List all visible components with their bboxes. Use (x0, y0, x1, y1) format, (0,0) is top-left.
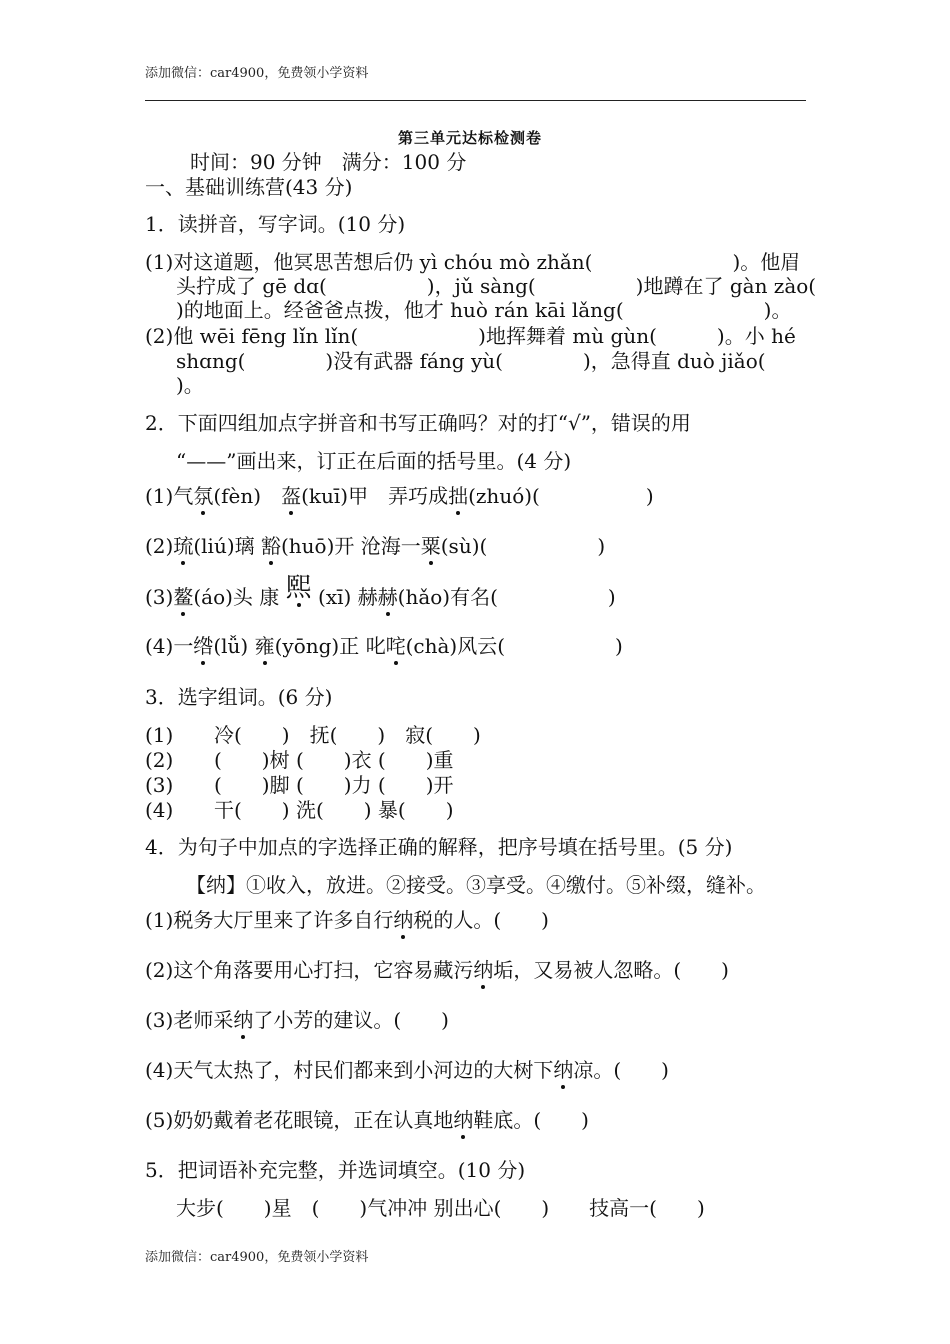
q2-item: (3)鳌(áo)头 康 熙 (xī) 赫赫(hǎo)有名( ) (145, 573, 616, 609)
dotted-char: 纳 (473, 958, 494, 982)
q4-heading: 4．为句子中加点的字选择正确的解释，把序号填在括号里。(5 分) (145, 835, 733, 859)
header-rule (145, 100, 806, 101)
q1-line: shɑng( )没有武器 fáng yù( )，急得直 duò jiǎo( (176, 349, 766, 373)
q4-item: (1)税务大厅里来了许多自行纳税的人。( ) (145, 908, 549, 932)
q3-heading: 3．选字组词。(6 分) (145, 685, 333, 709)
dotted-char: 豁 (260, 534, 281, 558)
dotted-char: 赫 (377, 585, 398, 609)
q3-row: (3) (145, 773, 174, 797)
q2-item: (2)琉(liú)璃 豁(huō)开 沧海一粟(sù)( ) (145, 534, 606, 558)
q1-heading: 1．读拼音，写字词。(10 分) (145, 212, 406, 236)
q3-row: (2) (145, 748, 174, 772)
dotted-char: 鳌 (173, 585, 194, 609)
q5-heading: 5．把词语补充完整，并选词填空。(10 分) (145, 1158, 526, 1182)
q4-item: (5)奶奶戴着老花眼镜，正在认真地纳鞋底。( ) (145, 1108, 589, 1132)
q2-item: (1)气氛(fèn) 盔(kuī)甲 弄巧成拙(zhuó)( ) (145, 484, 654, 508)
q1-line: 头拧成了 gē dɑ( )，jǔ sàng( )地蹲在了 gàn zào( (176, 274, 817, 298)
dotted-char: 绺 (193, 634, 214, 658)
dotted-char: 熙 (285, 573, 312, 603)
dotted-char: 纳 (553, 1058, 574, 1082)
dotted-char: 琉 (173, 534, 194, 558)
q2-heading-cont: “——”画出来，订正在后面的括号里。(4 分) (176, 449, 572, 473)
q4-definition: 【纳】①收入，放进。②接受。③享受。④缴付。⑤补缀，缝补。 (186, 873, 766, 897)
page-title: 第三单元达标检测卷 (398, 129, 543, 147)
q3-row-words: 冷( ) 抚( ) 寂( ) (214, 723, 481, 747)
q1-line: (1)对这道题，他冥思苦想后仍 yì chóu mò zhǎn( )。他眉 (145, 250, 801, 274)
header-note: 添加微信：car4900，免费领小学资料 (145, 66, 369, 81)
dotted-char: 纳 (453, 1108, 474, 1132)
q2-heading: 2．下面四组加点字拼音和书写正确吗？对的打“√”，错误的用 (145, 411, 691, 435)
q4-item: (3)老师采纳了小芳的建议。( ) (145, 1008, 449, 1032)
dotted-char: 纳 (233, 1008, 254, 1032)
q1-line: )。 (176, 373, 204, 397)
section-heading: 一、基础训练营(43 分) (145, 175, 353, 199)
q4-item: (2)这个角落要用心打扫，它容易藏污纳垢，又易被人忽略。( ) (145, 958, 729, 982)
q3-row: (4) (145, 798, 174, 822)
dotted-char: 拙 (448, 484, 469, 508)
q5-words: 大步( )星 ( )气冲冲 别出心( ) 技高一( ) (176, 1196, 705, 1220)
q1-line: (2)他 wēi fēng lǐn lǐn( )地挥舞着 mù gùn( )。小 hé (145, 324, 796, 348)
q3-row-words: 干( ) 洗( ) 暴( ) (214, 798, 454, 822)
q3-row-words: ( )脚 ( )力 ( )开 (214, 773, 454, 797)
dotted-char: 盔 (281, 484, 302, 508)
dotted-char: 氛 (193, 484, 214, 508)
footer-note: 添加微信：car4900，免费领小学资料 (145, 1250, 369, 1265)
q3-row-words: ( )树 ( )衣 ( )重 (214, 748, 454, 772)
q4-item: (4)天气太热了，村民们都来到小河边的大树下纳凉。( ) (145, 1058, 669, 1082)
dotted-char: 雍 (254, 634, 275, 658)
dotted-char: 粟 (420, 534, 441, 558)
q3-row: (1) (145, 723, 174, 747)
dotted-char: 纳 (393, 908, 414, 932)
exam-meta: 时间：90 分钟 满分：100 分 (190, 150, 467, 174)
q1-line: )的地面上。经爸爸点拨，他才 huò rán kāi lǎng( )。 (176, 298, 792, 322)
dotted-char: 咤 (385, 634, 406, 658)
q2-item: (4)一绺(lǚ) 雍(yōng)正 叱咤(chà)风云( ) (145, 634, 623, 658)
